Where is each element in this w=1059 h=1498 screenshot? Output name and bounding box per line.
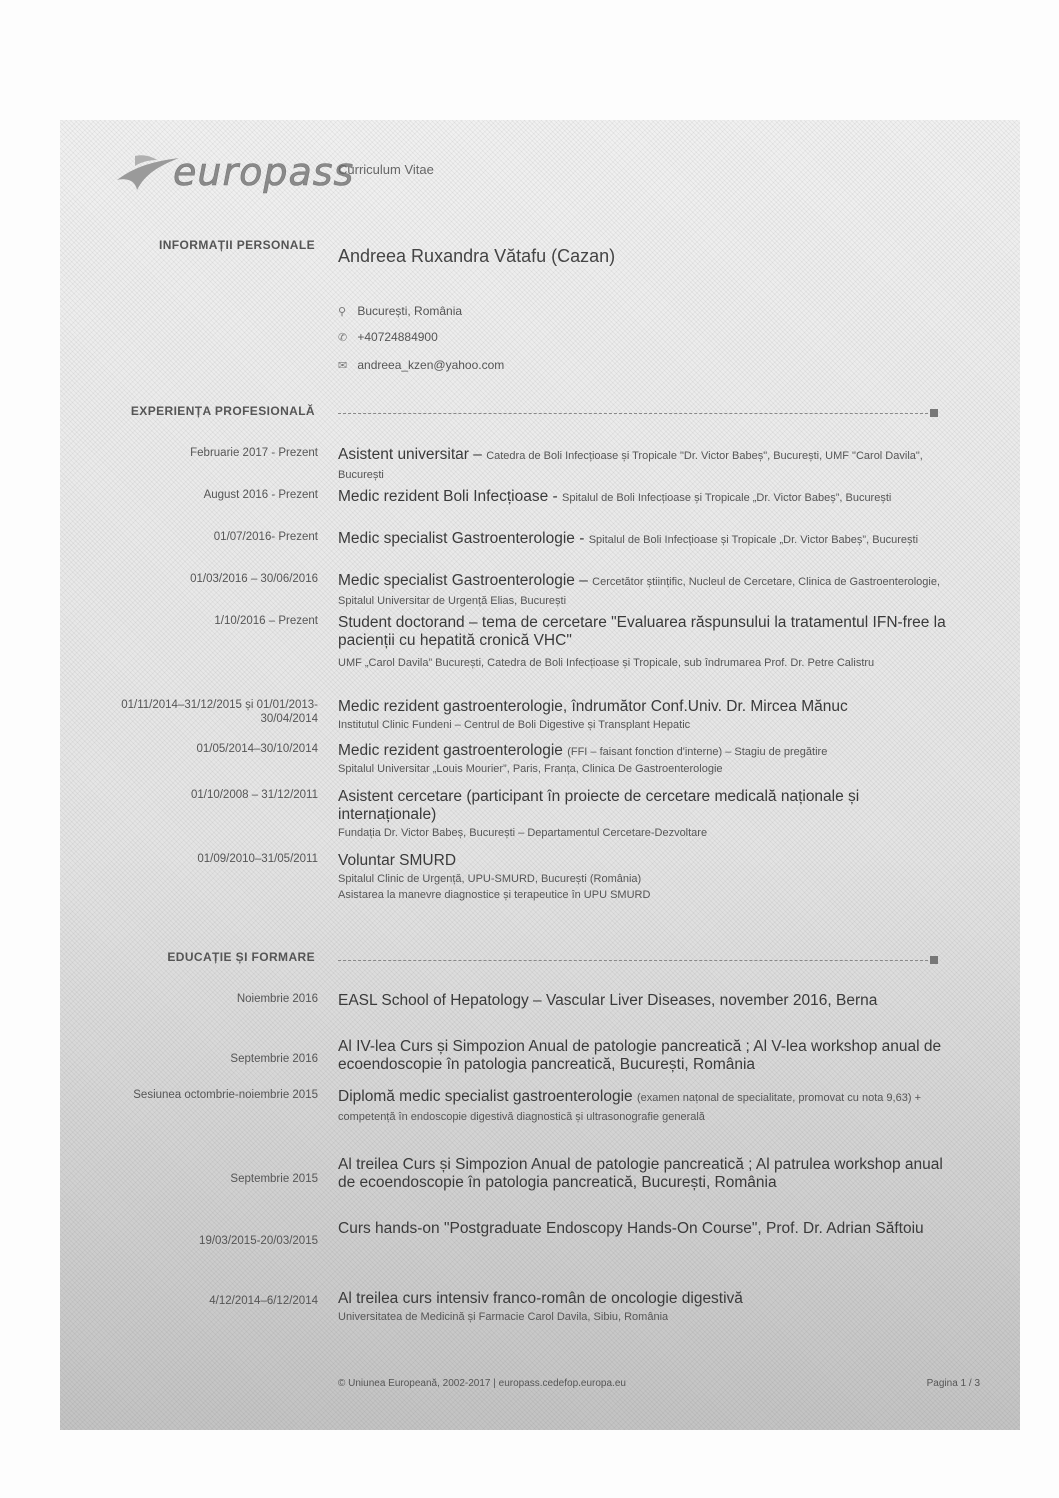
- education-label: EDUCAȚIE ȘI FORMARE: [167, 950, 315, 964]
- entry-detail: Spitalul de Boli Infecțioase și Tropicale „Dr. Victor Babeș”, București: [588, 534, 919, 546]
- email-icon: ✉: [338, 360, 348, 372]
- entry-title: EASL School of Hepatology – Vascular Liver Diseases, november 2016, Berna: [338, 992, 878, 1009]
- personal-info-label: INFORMAȚII PERSONALE: [158, 238, 315, 252]
- entry-title: Voluntar SMURD: [338, 852, 457, 869]
- entry-institution: UMF „Carol Davila” București, Catedra de Boli Infecțioase și Tropicale, sub îndrumarea Prof. Dr. Petre Calistru: [338, 657, 875, 669]
- document-title: Curriculum Vitae: [338, 162, 434, 177]
- entry-date: Septembrie 2016: [230, 1053, 318, 1065]
- entry-title: Medic rezident gastroenterologie, îndrumător Conf.Univ. Dr. Mircea Mănuc: [338, 698, 848, 715]
- contact-email: [338, 358, 504, 372]
- experience-label: EXPERIENȚA PROFESIONALĂ: [130, 404, 315, 418]
- entry-title: Al treilea Curs și Simpozion Anual de patologie pancreatică ; Al patrulea workshop anual de ecoendoscopie în patologia pancreatică, București, România: [338, 1156, 943, 1191]
- entry-date: 01/03/2016 – 30/06/2016: [190, 573, 318, 585]
- contact-address: [338, 304, 462, 318]
- entry-date: Noiembrie 2016: [236, 993, 318, 1005]
- entry-detail: Cercetător științific, Nucleul de Cercetare, Clinica de Gastroenterologie, Spitalul Universitar de Urgență Elias, București: [338, 576, 941, 607]
- entry-date: 1/10/2016 – Prezent: [214, 615, 318, 627]
- entry-title: Medic specialist Gastroenterologie –: [338, 572, 593, 589]
- entry-institution: Spitalul Clinic de Urgență, UPU-SMURD, București (România): [338, 873, 642, 885]
- europass-logo-text: europass: [173, 150, 355, 194]
- entry-date: Februarie 2017 - Prezent: [190, 447, 318, 459]
- entry-title: Diplomă medic specialist gastroenterologie: [338, 1088, 637, 1105]
- entry-title: Al IV-lea Curs și Simpozion Anual de patologie pancreatică ; Al V-lea workshop anual de ecoendoscopie în patologia pancreatică, București, România: [338, 1038, 942, 1073]
- location-pin-icon: ⚲: [338, 306, 347, 318]
- entry-description: Asistarea la manevre diagnostice și terapeutice în UPU SMURD: [338, 889, 651, 901]
- entry-institution: Institutul Clinic Fundeni – Centrul de Boli Digestive și Transplant Hepatic: [338, 719, 691, 731]
- entry-date: Septembrie 2015: [230, 1173, 318, 1185]
- entry-detail: (FFI – faisant fonction d'interne) – Stagiu de pregătire: [567, 746, 828, 758]
- entry-institution: Fundația Dr. Victor Babeș, București – Departamentul Cercetare-Dezvoltare: [338, 827, 708, 839]
- experience-divider-marker: [930, 409, 938, 417]
- contact-phone: [338, 330, 438, 344]
- phone-icon: ✆: [338, 332, 348, 344]
- scanned-cv-page: [60, 120, 1020, 1430]
- entry-detail: (examen națonal de specialitate, promovat cu nota 9,63) + competență în endoscopie digestivă diagnostică și ultrasonografie generală: [338, 1092, 921, 1123]
- entry-title: Asistent universitar –: [338, 446, 487, 463]
- footer-page-number: Pagina 1 / 3: [926, 1378, 980, 1389]
- phone-text: +40724884900: [357, 330, 438, 344]
- entry-title: Medic rezident gastroenterologie: [338, 742, 568, 759]
- europass-logo: [115, 142, 355, 202]
- entry-title: Medic specialist Gastroenterologie -: [338, 530, 589, 547]
- education-divider-marker: [930, 956, 938, 964]
- entry-date: 01/11/2014–31/12/2015 și 01/01/2013-30/04/2014: [121, 699, 318, 725]
- entry-date: 01/05/2014–30/10/2014: [196, 743, 318, 755]
- experience-divider: [338, 413, 928, 414]
- entry-date: 19/03/2015-20/03/2015: [199, 1235, 318, 1247]
- entry-detail: Spitalul de Boli Infecțioase și Tropicale „Dr. Victor Babeș”, București: [562, 492, 892, 504]
- entry-institution: Universitatea de Medicină și Farmacie Carol Davila, Sibiu, România: [338, 1311, 669, 1323]
- entry-date: 01/09/2010–31/05/2011: [197, 853, 318, 865]
- entry-date: Sesiunea octombrie-noiembrie 2015: [133, 1089, 318, 1101]
- entry-date: 4/12/2014–6/12/2014: [209, 1295, 318, 1307]
- entry-title: Student doctorand – tema de cercetare "Evaluarea răspunsului la tratamentul IFN-free la pacienții cu hepatită cronică VHC": [338, 614, 946, 649]
- address-text: București, România: [357, 304, 463, 318]
- person-name: Andreea Ruxandra Vătafu (Cazan): [338, 246, 616, 266]
- entry-title: Curs hands-on "Postgraduate Endoscopy Hands-On Course", Prof. Dr. Adrian Săftoiu: [338, 1220, 924, 1237]
- entry-title: Asistent cercetare (participant în proiecte de cercetare medicală naționale și internaționale): [338, 788, 860, 823]
- education-divider: [338, 960, 928, 961]
- entry-date: 01/10/2008 – 31/12/2011: [190, 789, 318, 801]
- email-text: andreea_kzen@yahoo.com: [357, 358, 505, 372]
- entry-date: 01/07/2016- Prezent: [213, 531, 318, 543]
- entry-institution: Spitalul Universitar „Louis Mourier”, Paris, Franța, Clinica De Gastroenterologie: [338, 763, 723, 775]
- entry-date: August 2016 - Prezent: [203, 489, 318, 501]
- entry-title: Al treilea curs intensiv franco-român de oncologie digestivă: [338, 1290, 743, 1307]
- footer-copyright: © Uniunea Europeană, 2002-2017 | europass.cedefop.europa.eu: [338, 1378, 626, 1389]
- entry-detail: Catedra de Boli Infecțioase și Tropicale "Dr. Victor Babeș", București, UMF "Carol Davila", București: [338, 450, 923, 481]
- entry-title: Medic rezident Boli Infecțioase -: [338, 488, 562, 505]
